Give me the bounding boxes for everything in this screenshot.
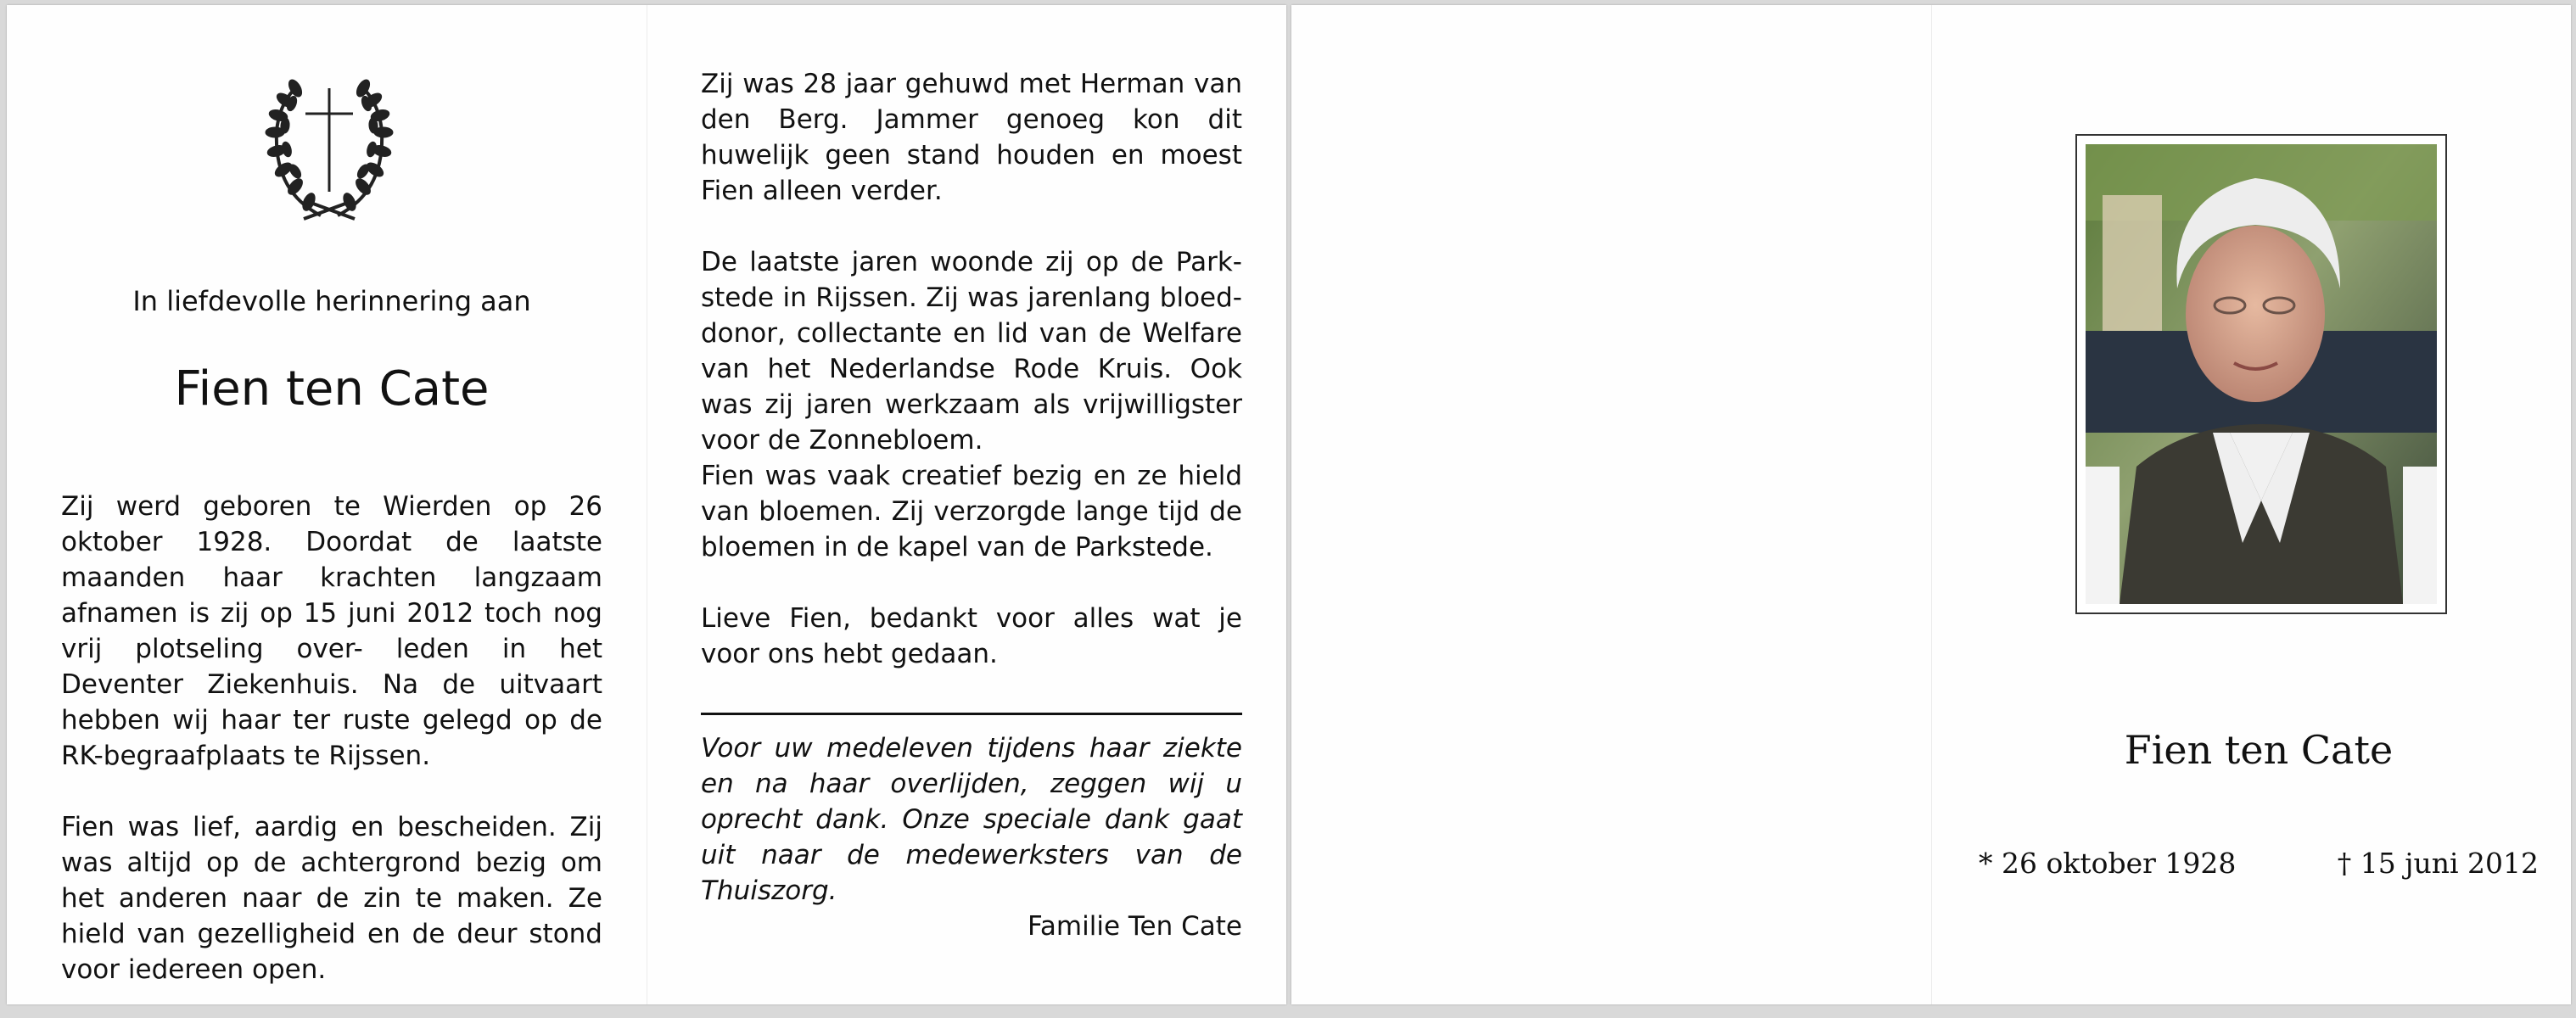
cover-name: Fien ten Cate [2124,727,2394,773]
paragraph-marriage: Zij was 28 jaar gehuwd met Herman van den Berg. Jammer genoeg kon dit huwelijk geen stand houden en moest Fien alleen verder. [701,69,1242,206]
thanks-note: Voor uw medeleven tijdens haar ziekte en na haar overlijden, zeggen wij u oprecht dank. Onze speciale dank gaat uit naar de medewerksters van de Thuiszorg. [701,733,1242,906]
cross-wreath-icon [261,73,397,221]
right-text-block [701,66,1242,944]
paragraph-character: Fien was lief, aardig en bescheiden. Zij was altijd op de achtergrond bezig om het anderen naar de zin te maken. Ze hield van gezelligheid en de deur stond voor iedereen open. [61,812,602,985]
birth-date: * 26 oktober 1928 [1979,847,2237,880]
card-fold-line [1931,5,1932,1004]
portrait-frame [2075,134,2447,614]
left-text-block [61,489,602,987]
divider-line [701,713,1242,715]
intro-line: In liefdevolle herinnering aan [132,285,531,317]
paragraph-volunteer: De laatste jaren woonde zij op de Park- stede in Rijssen. Zij was jarenlang bloed- donor, collectante en lid van de Welfare van het Nederlandse Rode Kruis. Ook was zij jaren werkzaam als vrijwilligster voor de Zonnebloem. [701,247,1242,456]
deceased-name-heading: Fien ten Cate [174,361,490,417]
memorial-card-outside [1291,5,2571,1004]
paragraph-flowers: Fien was vaak creatief bezig en ze hield van bloemen. Zij verzorgde lange tijd de bloemen in de kapel van de Parkstede. [701,461,1242,562]
family-signature: Familie Ten Cate [1027,911,1242,942]
paragraph-farewell: Lieve Fien, bedankt voor alles wat je voor ons hebt gedaan. [701,603,1242,669]
memorial-card-inside [7,5,1286,1004]
portrait-photo [2086,144,2437,604]
paragraph-birth-death: Zij werd geboren te Wierden op 26 oktober 1928. Doordat de laatste maanden haar krachten langzaam afnamen is zij op 15 juni 2012 toch nog vrij plotseling over- leden in het Deventer Ziekenhuis. Na de uitvaart hebben wij haar ter ruste gelegd op de RK-begraafplaats te Rijssen. [61,491,602,771]
death-date: † 15 juni 2012 [2337,847,2539,880]
